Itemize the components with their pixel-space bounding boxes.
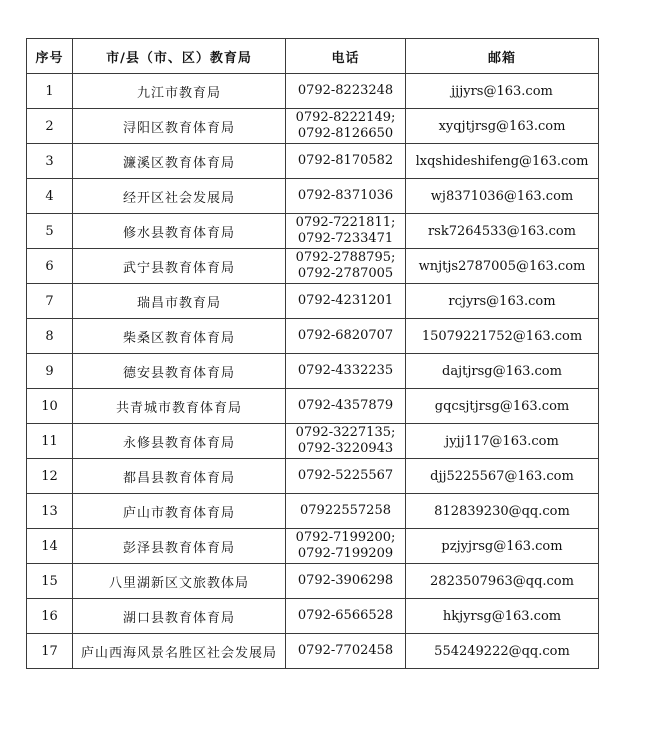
phone-cell [286, 179, 406, 214]
phone-cell [286, 319, 406, 354]
bureau-name: 修水县教育体育局 [73, 214, 286, 249]
row-number: 11 [27, 424, 73, 459]
table-row [27, 494, 599, 529]
table-row [27, 564, 599, 599]
table-row [27, 529, 599, 564]
phone-number: 0792-7233471 [297, 231, 394, 246]
phone-number: 0792-4332235 [297, 363, 394, 378]
document-page [26, 38, 599, 669]
row-number: 10 [27, 389, 73, 424]
phone-number: 0792-4357879 [297, 398, 394, 413]
phone-cell [286, 599, 406, 634]
phone-cell [286, 564, 406, 599]
row-number: 2 [27, 109, 73, 144]
email-address: pzjyjrsg@163.com [406, 529, 599, 564]
email-address: hkjyrsg@163.com [406, 599, 599, 634]
row-number: 6 [27, 249, 73, 284]
email-address: 2823507963@qq.com [406, 564, 599, 599]
table-row [27, 599, 599, 634]
phone-cell [286, 249, 406, 284]
header-email: 邮箱 [406, 39, 599, 74]
phone-number: 0792-6820707 [297, 328, 394, 343]
phone-number: 0792-2787005 [297, 266, 394, 281]
phone-number: 0792-3906298 [297, 573, 394, 588]
table-row [27, 144, 599, 179]
email-address: gqcsjtjrsg@163.com [406, 389, 599, 424]
phone-number: 0792-2788795; [295, 250, 396, 265]
phone-cell [286, 389, 406, 424]
table-row [27, 214, 599, 249]
bureau-name: 永修县教育体育局 [73, 424, 286, 459]
row-number: 9 [27, 354, 73, 389]
bureau-name: 共青城市教育体育局 [73, 389, 286, 424]
phone-cell [286, 354, 406, 389]
email-address: jjjyrs@163.com [406, 74, 599, 109]
phone-number: 0792-8222149; [295, 110, 396, 125]
bureau-name: 庐山西海风景名胜区社会发展局 [73, 634, 286, 669]
header-phone: 电话 [286, 39, 406, 74]
phone-cell [286, 634, 406, 669]
bureau-name: 八里湖新区文旅教体局 [73, 564, 286, 599]
table-row [27, 74, 599, 109]
email-address: 15079221752@163.com [406, 319, 599, 354]
table-body [27, 74, 599, 669]
phone-cell [286, 529, 406, 564]
phone-number: 0792-4231201 [297, 293, 394, 308]
email-address: jyjj117@163.com [406, 424, 599, 459]
email-address: dajtjrsg@163.com [406, 354, 599, 389]
row-number: 17 [27, 634, 73, 669]
phone-number: 07922557258 [300, 503, 391, 518]
email-address: lxqshideshifeng@163.com [406, 144, 599, 179]
table-row [27, 179, 599, 214]
email-address: 554249222@qq.com [406, 634, 599, 669]
phone-cell [286, 459, 406, 494]
phone-cell [286, 214, 406, 249]
phone-cell [286, 424, 406, 459]
row-number: 12 [27, 459, 73, 494]
row-number: 3 [27, 144, 73, 179]
email-address: wj8371036@163.com [406, 179, 599, 214]
header-bureau: 市/县（市、区）教育局 [73, 39, 286, 74]
phone-number: 0792-7199209 [297, 546, 394, 561]
table-row [27, 389, 599, 424]
table-row [27, 249, 599, 284]
phone-number: 0792-3227135; [295, 425, 396, 440]
phone-cell [286, 109, 406, 144]
phone-cell [286, 144, 406, 179]
phone-number: 0792-7702458 [297, 643, 394, 658]
row-number: 4 [27, 179, 73, 214]
phone-number: 0792-8126650 [297, 126, 394, 141]
bureau-name: 彭泽县教育体育局 [73, 529, 286, 564]
phone-cell [286, 284, 406, 319]
row-number: 7 [27, 284, 73, 319]
phone-number: 0792-5225567 [297, 468, 394, 483]
contacts-table [26, 38, 599, 669]
phone-cell [286, 494, 406, 529]
row-number: 16 [27, 599, 73, 634]
table-row [27, 354, 599, 389]
bureau-name: 武宁县教育体育局 [73, 249, 286, 284]
bureau-name: 濂溪区教育体育局 [73, 144, 286, 179]
phone-number: 0792-6566528 [297, 608, 394, 623]
table-row [27, 284, 599, 319]
phone-cell [286, 74, 406, 109]
phone-number: 0792-8223248 [297, 83, 394, 98]
phone-number: 0792-7199200; [295, 530, 396, 545]
bureau-name: 九江市教育局 [73, 74, 286, 109]
email-address: djj5225567@163.com [406, 459, 599, 494]
table-header-row [27, 39, 599, 74]
row-number: 1 [27, 74, 73, 109]
phone-number: 0792-3220943 [297, 441, 394, 456]
bureau-name: 经开区社会发展局 [73, 179, 286, 214]
phone-number: 0792-8371036 [297, 188, 394, 203]
bureau-name: 瑞昌市教育局 [73, 284, 286, 319]
phone-number: 0792-7221811; [295, 215, 396, 230]
bureau-name: 德安县教育体育局 [73, 354, 286, 389]
row-number: 5 [27, 214, 73, 249]
bureau-name: 柴桑区教育体育局 [73, 319, 286, 354]
table-row [27, 424, 599, 459]
row-number: 13 [27, 494, 73, 529]
bureau-name: 浔阳区教育体育局 [73, 109, 286, 144]
bureau-name: 湖口县教育体育局 [73, 599, 286, 634]
table-row [27, 109, 599, 144]
email-address: xyqjtjrsg@163.com [406, 109, 599, 144]
email-address: rsk7264533@163.com [406, 214, 599, 249]
bureau-name: 都昌县教育体育局 [73, 459, 286, 494]
table-row [27, 459, 599, 494]
email-address: rcjyrs@163.com [406, 284, 599, 319]
email-address: 812839230@qq.com [406, 494, 599, 529]
bureau-name: 庐山市教育体育局 [73, 494, 286, 529]
table-row [27, 319, 599, 354]
phone-number: 0792-8170582 [297, 153, 394, 168]
row-number: 8 [27, 319, 73, 354]
row-number: 14 [27, 529, 73, 564]
row-number: 15 [27, 564, 73, 599]
table-row [27, 634, 599, 669]
header-no: 序号 [27, 39, 73, 74]
email-address: wnjtjs2787005@163.com [406, 249, 599, 284]
